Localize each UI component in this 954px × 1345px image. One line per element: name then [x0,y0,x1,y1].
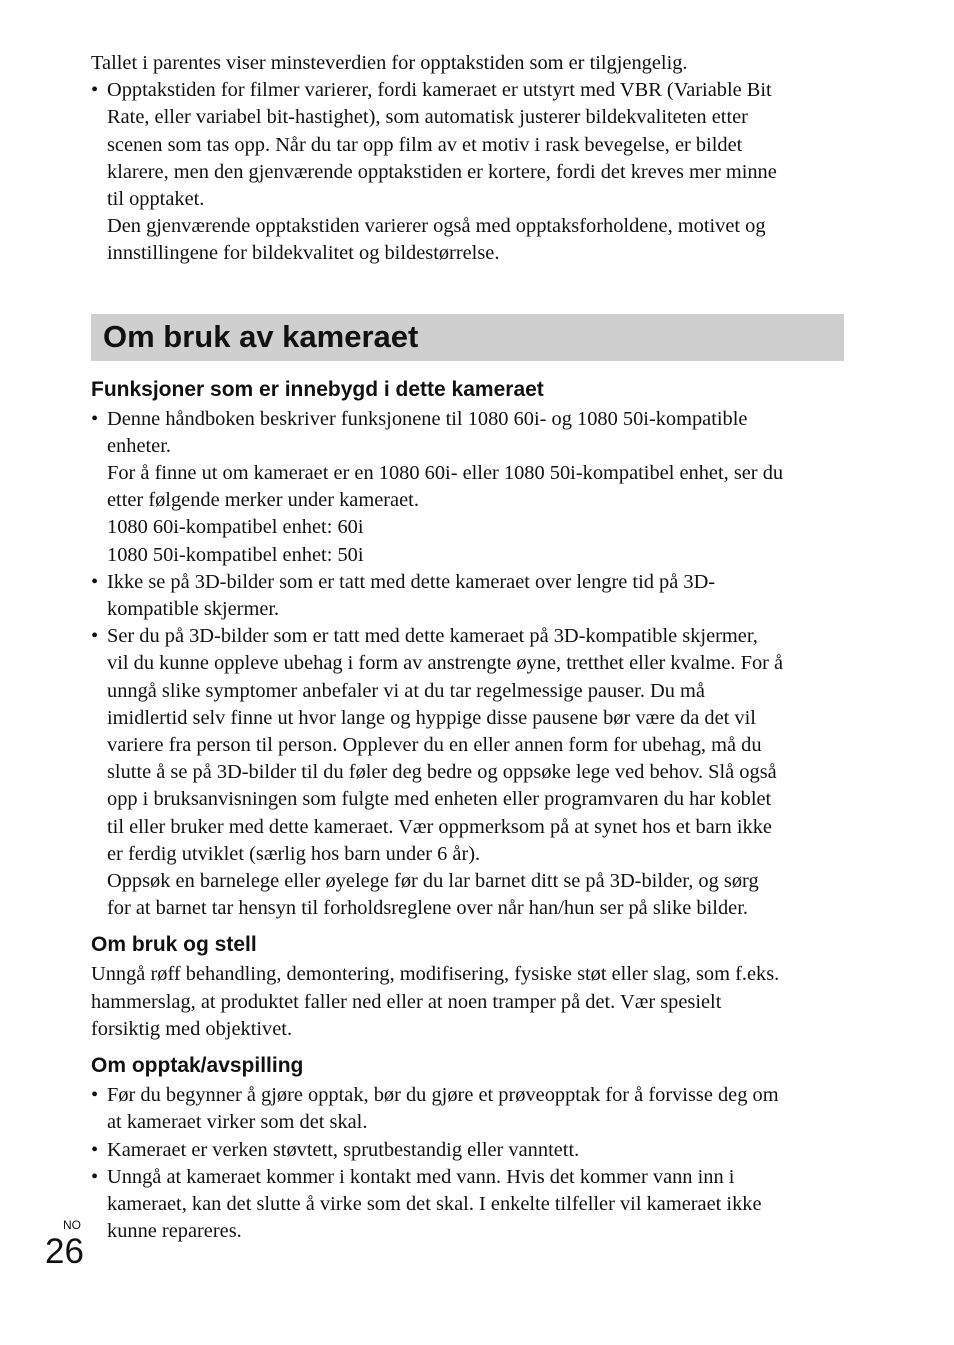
text-line: for at barnet tar hensyn til forholdsreglene over når han/hun ser på slike bilder. [107,897,748,920]
section-title: Om bruk av kameraet [103,319,419,355]
text-line: Rate, eller variabel bit-hastighet), som automatisk justerer bildekvaliteten etter [107,106,748,129]
intro-bullet-list [91,77,844,267]
functions-bullet-list [91,406,844,923]
text-line: etter følgende merker under kameraet. [107,489,419,512]
text-line: • Unngå at kameraet kommer i kontakt med vann. Hvis det kommer vann inn i [107,1165,735,1188]
text-line: opp i bruksanvisningen som fulgte med enheten eller programvaren du har koblet [107,788,772,811]
text-line: til eller bruker med dette kameraet. Vær oppmerksom på at synet hos et barn ikke [107,815,772,838]
text-line: • Ser du på 3D-bilder som er tatt med dette kameraet på 3D-kompatible skjermer, [107,625,758,648]
list-item [91,1137,844,1164]
intro-text: Tallet i parentes viser minsteverdien for opptakstiden som er tilgjengelig. [91,52,688,74]
text-line: er ferdig utviklet (særlig hos barn under 6 år). [107,842,481,865]
text-line: 1080 60i-kompatibel enhet: 60i [107,516,364,539]
text-line: imidlertid selv finne ut hvor lange og hyppige disse pausene bør være da det vil [107,706,756,729]
text-line: slutte å se på 3D-bilder til du føler deg bedre og oppsøke lege ved behov. Slå også [107,761,777,784]
text-line: innstillingene for bildekvalitet og bildestørrelse. [107,242,500,265]
text-line: variere fra person til person. Opplever du en eller annen form for ubehag, må du [107,734,762,757]
list-item [91,1164,844,1246]
text-line: • Før du begynner å gjøre opptak, bør du gjøre et prøveopptak for å forvisse deg om [107,1084,779,1107]
text-line: kameraet, kan det slutte å virke som det skal. I enkelte tilfeller vil kameraet ikke [107,1192,762,1215]
text-line: Oppsøk en barnelege eller øyelege før du lar barnet ditt se på 3D-bilder, og sørg [107,870,759,893]
text-line: vil du kunne oppleve ubehag i form av anstrengte øyne, tretthet eller kvalme. For å [107,652,784,675]
text-line: at kameraet virker som det skal. [107,1111,368,1134]
subheading-recording: Om opptak/avspilling [91,1054,304,1078]
text-line: Unngå røff behandling, demontering, modifisering, fysiske støt eller slag, som f.eks. [91,963,780,986]
text-line: • Ikke se på 3D-bilder som er tatt med dette kameraet over lengre tid på 3D- [107,570,716,593]
page-content [91,50,844,1245]
subheading-functions: Funksjoner som er innebygd i dette kameraet [91,377,544,401]
list-item [91,1082,844,1136]
subheading-care: Om bruk og stell [91,933,257,957]
text-line: klarere, men den gjenværende opptakstiden er kortere, fordi det kreves mer minne [107,160,777,183]
text-line: • Kameraet er verken støvtett, sprutbestandig eller vanntett. [107,1138,580,1161]
text-line: kompatible skjermer. [107,598,280,621]
text-line: unngå slike symptomer anbefaler vi at du tar regelmessige pauser. Du må [107,679,705,702]
page-number: 26 [45,1232,84,1271]
text-line: Den gjenværende opptakstiden varierer også med opptaksforholdene, motivet og [107,215,766,238]
list-item [91,623,844,922]
text-line: For å finne ut om kameraet er en 1080 60i- eller 1080 50i-kompatibel enhet, ser du [107,462,784,485]
text-line: forsiktig med objektivet. [91,1017,293,1040]
text-line: • Opptakstiden for filmer varierer, fordi kameraet er utstyrt med VBR (Variable Bit [107,79,772,102]
list-item [91,77,844,267]
text-line: til opptaket. [107,188,205,211]
section-banner [91,314,844,361]
text-line: kunne repareres. [107,1220,242,1243]
care-paragraph [91,961,844,1043]
folio-language-code: NO [63,1218,81,1232]
list-item [91,569,844,623]
recording-bullet-list [91,1082,844,1245]
text-line: • Denne håndboken beskriver funksjonene til 1080 60i- og 1080 50i-kompatible [107,407,748,430]
text-line: 1080 50i-kompatibel enhet: 50i [107,543,364,566]
text-line: scenen som tas opp. Når du tar opp film av et motiv i rask bevegelse, er bildet [107,133,743,156]
text-line: enheter. [107,434,171,457]
text-line: hammerslag, at produktet faller ned eller at noen tramper på det. Vær spesielt [91,990,722,1013]
list-item [91,406,844,569]
